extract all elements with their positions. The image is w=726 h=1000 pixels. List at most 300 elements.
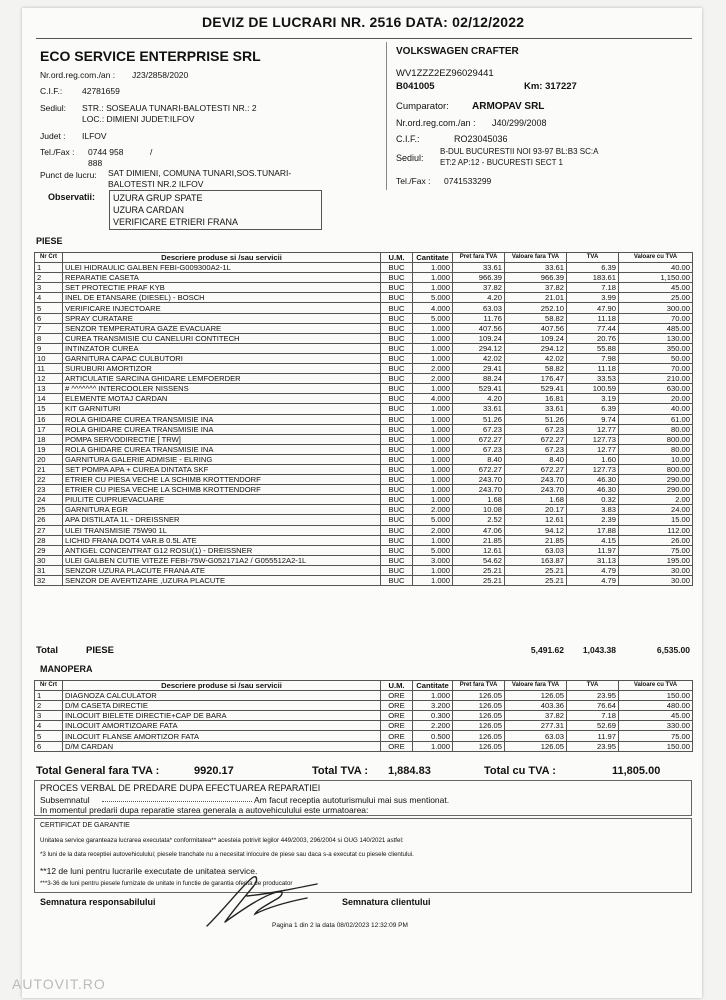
row-total: 1,150.00 <box>619 273 693 283</box>
row-nr: 27 <box>35 525 63 535</box>
client-tel-label: Tel./Fax : <box>396 176 431 186</box>
total-cu-tva-label: Total cu TVA : <box>484 765 556 777</box>
table-row <box>35 731 693 741</box>
observatii-line: VERIFICARE ETRIERI FRANA <box>113 217 239 227</box>
row-quantity: 1.000 <box>413 263 453 273</box>
row-nr: 1 <box>35 263 63 273</box>
row-price: 63.03 <box>453 303 505 313</box>
client-sediu-line1: B-DUL BUCURESTII NOI 93-97 BL:B3 SC:A <box>440 147 599 156</box>
row-description: INLOCUIT BIELETE DIRECTIE+CAP DE BARA <box>63 711 381 721</box>
vehicle-plate: B041005 <box>396 81 435 92</box>
table-row <box>35 384 693 394</box>
row-price: 4.20 <box>453 394 505 404</box>
row-quantity: 2.000 <box>413 525 453 535</box>
col-header-um: U.M. <box>381 681 413 691</box>
row-tva: 23.95 <box>567 691 619 701</box>
row-description: INLOCUIT AMORTIZOARE FATA <box>63 721 381 731</box>
row-tva: 127.73 <box>567 464 619 474</box>
row-price: 243.70 <box>453 485 505 495</box>
row-um: BUC <box>381 515 413 525</box>
company-reg-value: J23/2858/2020 <box>132 70 189 80</box>
row-description: REPARATIE CASETA <box>63 273 381 283</box>
row-value: 51.26 <box>505 414 567 424</box>
row-um: BUC <box>381 283 413 293</box>
row-value: 33.61 <box>505 404 567 414</box>
row-value: 21.01 <box>505 293 567 303</box>
row-value: 294.12 <box>505 343 567 353</box>
col-header-desc: Descriere produse si /sau servicii <box>63 253 381 263</box>
row-quantity: 1.000 <box>413 323 453 333</box>
company-punct-line1: SAT DIMIENI, COMUNA TUNARI,SOS.TUNARI- <box>108 168 292 178</box>
row-value: 63.03 <box>505 545 567 555</box>
row-description: DIAGNOZA CALCULATOR <box>63 691 381 701</box>
col-header-desc: Descriere produse si /sau servicii <box>63 681 381 691</box>
client-buyer-label: Cumparator: <box>396 101 449 112</box>
row-tva: 4.79 <box>567 576 619 586</box>
row-quantity: 1.000 <box>413 691 453 701</box>
document-title: DEVIZ DE LUCRARI NR. 2516 DATA: 02/12/2022 <box>202 14 525 30</box>
row-value: 16.81 <box>505 394 567 404</box>
row-description: CUREA TRANSMISIE CU CANELURI CONTITECH <box>63 333 381 343</box>
row-total: 15.00 <box>619 515 693 525</box>
row-nr: 11 <box>35 364 63 374</box>
row-nr: 21 <box>35 464 63 474</box>
row-total: 70.00 <box>619 364 693 374</box>
row-tva: 11.18 <box>567 364 619 374</box>
piese-header-row <box>35 253 693 263</box>
row-description: KIT GARNITURI <box>63 404 381 414</box>
row-um: BUC <box>381 353 413 363</box>
row-value: 252.10 <box>505 303 567 313</box>
proces-verbal-stare: In momentul predarii dupa reparatie starea generala a autovehiculului este urmatoarea: <box>40 805 369 815</box>
signature-left-label: Semnatura responsabilului <box>40 897 156 907</box>
row-tva: 11.18 <box>567 313 619 323</box>
table-row <box>35 464 693 474</box>
row-total: 40.00 <box>619 404 693 414</box>
row-description: SURUBURI AMORTIZOR <box>63 364 381 374</box>
row-value: 176.47 <box>505 374 567 384</box>
row-description: ETRIER CU PIESA VECHE LA SCHIMB KROTTENDORF <box>63 475 381 485</box>
row-tva: 17.88 <box>567 525 619 535</box>
row-description: ETRIER CU PIESA VECHE LA SCHIMB KROTTENDORF <box>63 485 381 495</box>
row-quantity: 5.000 <box>413 293 453 303</box>
row-price: 25.21 <box>453 576 505 586</box>
row-tva: 127.73 <box>567 434 619 444</box>
row-quantity: 1.000 <box>413 485 453 495</box>
row-price: 21.85 <box>453 535 505 545</box>
row-tva: 77.44 <box>567 323 619 333</box>
client-reg-value: J40/299/2008 <box>492 118 547 128</box>
row-quantity: 5.000 <box>413 545 453 555</box>
row-price: 88.24 <box>453 374 505 384</box>
row-price: 12.61 <box>453 545 505 555</box>
observatii-box <box>109 190 322 230</box>
row-tva: 23.95 <box>567 741 619 751</box>
row-tva: 1.60 <box>567 454 619 464</box>
row-value: 243.70 <box>505 485 567 495</box>
row-quantity: 5.000 <box>413 313 453 323</box>
row-nr: 8 <box>35 333 63 343</box>
row-price: 407.56 <box>453 323 505 333</box>
row-nr: 32 <box>35 576 63 586</box>
table-row <box>35 303 693 313</box>
row-nr: 6 <box>35 313 63 323</box>
row-value: 25.21 <box>505 565 567 575</box>
page-footer: Pagina 1 din 2 la data 08/02/2023 12:32:09 PM <box>272 922 408 929</box>
row-nr: 12 <box>35 374 63 384</box>
client-cif-label: C.I.F.: <box>396 134 420 144</box>
row-um: BUC <box>381 414 413 424</box>
row-tva: 11.97 <box>567 731 619 741</box>
row-tva: 6.39 <box>567 404 619 414</box>
company-punct-line2: BALOTESTI NR.2 ILFOV <box>108 179 204 189</box>
row-um: ORE <box>381 731 413 741</box>
row-total: 150.00 <box>619 691 693 701</box>
company-sediu-line1: STR.: SOSEAUA TUNARI-BALOTESTI NR.: 2 <box>82 103 257 113</box>
client-reg-label: Nr.ord.reg.com./an : <box>396 118 476 128</box>
row-price: 109.24 <box>453 333 505 343</box>
row-um: BUC <box>381 535 413 545</box>
row-nr: 5 <box>35 731 63 741</box>
table-row <box>35 525 693 535</box>
table-row <box>35 343 693 353</box>
row-quantity: 3.200 <box>413 701 453 711</box>
observatii-line: UZURA CARDAN <box>113 205 185 215</box>
row-price: 672.27 <box>453 464 505 474</box>
total-tva-value: 1,884.83 <box>388 765 431 777</box>
row-quantity: 1.000 <box>413 741 453 751</box>
row-description: SPRAY CURATARE <box>63 313 381 323</box>
garantie-line4: ***3-36 de luni pentru piesele furnizate de unitate in functie de garantia oferita de producator <box>40 880 293 887</box>
table-row <box>35 721 693 731</box>
table-row <box>35 444 693 454</box>
row-quantity: 3.000 <box>413 555 453 565</box>
col-header-nr: Nr Crt <box>35 253 63 263</box>
row-um: BUC <box>381 565 413 575</box>
client-tel-value: 0741533299 <box>444 176 492 186</box>
row-total: 50.00 <box>619 353 693 363</box>
vehicle-model: VOLKSWAGEN CRAFTER <box>396 46 519 57</box>
col-header-price: Pret fara TVA <box>453 681 505 691</box>
row-um: BUC <box>381 323 413 333</box>
row-price: 42.02 <box>453 353 505 363</box>
row-value: 8.40 <box>505 454 567 464</box>
row-total: 480.00 <box>619 701 693 711</box>
client-cif-value: RO23045036 <box>454 134 508 144</box>
row-nr: 1 <box>35 691 63 701</box>
company-tel-label: Tel./Fax : <box>40 147 75 157</box>
row-tva: 7.18 <box>567 711 619 721</box>
table-row <box>35 404 693 414</box>
piese-section-label: PIESE <box>36 236 63 246</box>
row-price: 33.61 <box>453 263 505 273</box>
company-tel-slash: / <box>150 147 153 157</box>
row-value: 37.82 <box>505 711 567 721</box>
table-row <box>35 475 693 485</box>
table-row <box>35 495 693 505</box>
row-price: 294.12 <box>453 343 505 353</box>
row-nr: 25 <box>35 505 63 515</box>
row-nr: 26 <box>35 515 63 525</box>
row-price: 126.05 <box>453 721 505 731</box>
row-price: 11.76 <box>453 313 505 323</box>
row-um: BUC <box>381 293 413 303</box>
row-nr: 30 <box>35 555 63 565</box>
row-um: BUC <box>381 444 413 454</box>
row-total: 30.00 <box>619 565 693 575</box>
row-tva: 20.76 <box>567 333 619 343</box>
row-price: 51.26 <box>453 414 505 424</box>
row-um: BUC <box>381 545 413 555</box>
row-quantity: 1.000 <box>413 384 453 394</box>
row-tva: 4.79 <box>567 565 619 575</box>
row-um: BUC <box>381 525 413 535</box>
col-header-tva: TVA <box>567 681 619 691</box>
row-tva: 7.98 <box>567 353 619 363</box>
row-tva: 6.39 <box>567 263 619 273</box>
piese-total-name: PIESE <box>86 645 114 656</box>
garantie-line3: **12 de luni pentru lucrarile executate de unitatea service. <box>40 866 258 876</box>
col-header-value: Valoare fara TVA <box>505 681 567 691</box>
row-tva: 52.69 <box>567 721 619 731</box>
row-value: 126.05 <box>505 691 567 701</box>
row-nr: 28 <box>35 535 63 545</box>
row-nr: 31 <box>35 565 63 575</box>
client-buyer-value: ARMOPAV SRL <box>472 101 545 112</box>
row-um: BUC <box>381 364 413 374</box>
row-nr: 19 <box>35 444 63 454</box>
row-value: 672.27 <box>505 464 567 474</box>
row-description: ANTIGEL CONCENTRAT G12 ROSU(1) - DREISSNER <box>63 545 381 555</box>
table-row <box>35 545 693 555</box>
observatii-line: UZURA GRUP SPATE <box>113 193 203 203</box>
row-total: 75.00 <box>619 545 693 555</box>
row-price: 672.27 <box>453 434 505 444</box>
row-value: 403.36 <box>505 701 567 711</box>
row-total: 630.00 <box>619 384 693 394</box>
manopera-section-label: MANOPERA <box>40 664 93 674</box>
row-um: BUC <box>381 576 413 586</box>
row-nr: 13 <box>35 384 63 394</box>
row-description: SET PROTECTIE PRAF KYB <box>63 283 381 293</box>
piese-total-cu-tva: 6,535.00 <box>656 645 690 655</box>
row-description: POMPA SERVODIRECTIE [ TRW] <box>63 434 381 444</box>
row-value: 277.31 <box>505 721 567 731</box>
row-value: 67.23 <box>505 444 567 454</box>
row-um: BUC <box>381 273 413 283</box>
table-row <box>35 505 693 515</box>
row-description: GARNITURA EGR <box>63 505 381 515</box>
row-nr: 7 <box>35 323 63 333</box>
row-total: 80.00 <box>619 444 693 454</box>
observatii-label: Observatii: <box>48 192 96 202</box>
row-quantity: 1.000 <box>413 283 453 293</box>
col-header-qty: Cantitate <box>413 681 453 691</box>
row-nr: 16 <box>35 414 63 424</box>
row-description: ELEMENTE MOTAJ CARDAN <box>63 394 381 404</box>
row-description: SENZOR DE AVERTIZARE ,UZURA PLACUTE <box>63 576 381 586</box>
company-reg-label: Nr.ord.reg.com./an : <box>40 70 116 80</box>
row-um: BUC <box>381 343 413 353</box>
garantie-title: CERTIFICAT DE GARANTIE <box>40 822 130 829</box>
company-cif-label: C.I.F.: <box>40 86 63 96</box>
row-um: ORE <box>381 701 413 711</box>
row-um: BUC <box>381 384 413 394</box>
row-nr: 3 <box>35 283 63 293</box>
row-description: VERIFICARE INJECTOARE <box>63 303 381 313</box>
row-price: 47.06 <box>453 525 505 535</box>
row-um: ORE <box>381 711 413 721</box>
proces-verbal-title: PROCES VERBAL DE PREDARE DUPA EFECTUAREA REPARATIEI <box>40 783 321 793</box>
table-row <box>35 485 693 495</box>
row-price: 126.05 <box>453 711 505 721</box>
row-total: 350.00 <box>619 343 693 353</box>
row-total: 30.00 <box>619 576 693 586</box>
table-row <box>35 701 693 711</box>
row-nr: 29 <box>35 545 63 555</box>
garantie-line2: *3 luni de la data receptiei autovehiculului; piesele tranchate nu a necesitat inlocuire de piese sau daca s-a executat cu piesele clientului. <box>40 851 414 858</box>
row-nr: 10 <box>35 353 63 363</box>
row-quantity: 2.000 <box>413 505 453 515</box>
table-row <box>35 424 693 434</box>
table-row <box>35 374 693 384</box>
row-value: 63.03 <box>505 731 567 741</box>
row-quantity: 1.000 <box>413 414 453 424</box>
row-price: 37.82 <box>453 283 505 293</box>
row-description: D/M CASETA DIRECTIE <box>63 701 381 711</box>
invoice-sheet <box>12 8 702 998</box>
col-header-qty: Cantitate <box>413 253 453 263</box>
client-sediu-line2: ET:2 AP:12 - BUCURESTI SECT 1 <box>440 158 564 167</box>
total-cu-tva-value: 11,805.00 <box>612 765 661 777</box>
row-total: 130.00 <box>619 333 693 343</box>
row-total: 24.00 <box>619 505 693 515</box>
table-row <box>35 691 693 701</box>
row-um: BUC <box>381 313 413 323</box>
row-description: SENZOR TEMPERATURA GAZE EVACUARE <box>63 323 381 333</box>
row-description: INEL DE ETANSARE (DIESEL) - BOSCH <box>63 293 381 303</box>
row-total: 45.00 <box>619 283 693 293</box>
table-row <box>35 576 693 586</box>
row-quantity: 1.000 <box>413 495 453 505</box>
company-punct-label: Punct de lucru: <box>40 170 97 180</box>
table-row <box>35 273 693 283</box>
row-description: LICHID FRANA DOT4 VAR.B 0.5L ATE <box>63 535 381 545</box>
row-value: 109.24 <box>505 333 567 343</box>
row-total: 800.00 <box>619 434 693 444</box>
row-description: ARTICULATIE SARCINA GHIDARE LEMFOERDER <box>63 374 381 384</box>
row-tva: 33.53 <box>567 374 619 384</box>
row-total: 800.00 <box>619 464 693 474</box>
company-judet-label: Judet : <box>40 131 66 141</box>
grand-total-value: 9920.17 <box>194 765 234 777</box>
row-tva: 31.13 <box>567 555 619 565</box>
row-total: 290.00 <box>619 485 693 495</box>
col-header-tva: TVA <box>567 253 619 263</box>
row-tva: 4.15 <box>567 535 619 545</box>
table-row <box>35 454 693 464</box>
row-tva: 3.99 <box>567 293 619 303</box>
row-price: 10.08 <box>453 505 505 515</box>
row-price: 243.70 <box>453 475 505 485</box>
row-quantity: 1.000 <box>413 333 453 343</box>
row-um: BUC <box>381 475 413 485</box>
row-price: 67.23 <box>453 444 505 454</box>
row-description: APA DISTILATA 1L - DREISSNER <box>63 515 381 525</box>
row-nr: 22 <box>35 475 63 485</box>
row-quantity: 2.000 <box>413 374 453 384</box>
row-nr: 15 <box>35 404 63 414</box>
row-price: 4.20 <box>453 293 505 303</box>
row-value: 20.17 <box>505 505 567 515</box>
row-nr: 4 <box>35 293 63 303</box>
table-row <box>35 414 693 424</box>
row-nr: 24 <box>35 495 63 505</box>
proces-verbal-subsemnatul: Subsemnatul <box>40 795 90 805</box>
row-quantity: 1.000 <box>413 565 453 575</box>
row-um: BUC <box>381 333 413 343</box>
row-value: 25.21 <box>505 576 567 586</box>
row-description: ROLA GHIDARE CUREA TRANSMISIE INA <box>63 424 381 434</box>
row-total: 112.00 <box>619 525 693 535</box>
row-um: BUC <box>381 505 413 515</box>
row-price: 8.40 <box>453 454 505 464</box>
row-value: 529.41 <box>505 384 567 394</box>
row-value: 67.23 <box>505 424 567 434</box>
row-value: 33.61 <box>505 263 567 273</box>
row-um: BUC <box>381 374 413 384</box>
row-price: 33.61 <box>453 404 505 414</box>
row-quantity: 1.000 <box>413 343 453 353</box>
row-total: 210.00 <box>619 374 693 384</box>
row-nr: 5 <box>35 303 63 313</box>
row-nr: 3 <box>35 711 63 721</box>
row-value: 37.82 <box>505 283 567 293</box>
row-total: 10.00 <box>619 454 693 464</box>
row-tva: 12.77 <box>567 424 619 434</box>
row-um: BUC <box>381 434 413 444</box>
row-tva: 55.88 <box>567 343 619 353</box>
table-row <box>35 565 693 575</box>
table-row <box>35 364 693 374</box>
row-quantity: 1.000 <box>413 464 453 474</box>
row-description: GARNITURA CAPAC CULBUTORI <box>63 353 381 363</box>
row-tva: 3.83 <box>567 505 619 515</box>
total-tva-label: Total TVA : <box>312 765 369 777</box>
col-header-value: Valoare fara TVA <box>505 253 567 263</box>
row-description: D/M CARDAN <box>63 741 381 751</box>
grand-total-label: Total General fara TVA : <box>36 765 160 777</box>
row-quantity: 1.000 <box>413 535 453 545</box>
row-tva: 46.30 <box>567 485 619 495</box>
table-row <box>35 263 693 273</box>
table-row <box>35 353 693 363</box>
row-total: 40.00 <box>619 263 693 273</box>
row-description: ULEI GALBEN CUTIE VITEZE FEBI-75W-G052171A2 / G055512A2-1L <box>63 555 381 565</box>
row-quantity: 4.000 <box>413 303 453 313</box>
row-description: GARNITURA GALERIE ADMISIE - ELRING <box>63 454 381 464</box>
row-tva: 12.77 <box>567 444 619 454</box>
row-quantity: 1.000 <box>413 475 453 485</box>
company-sediu-label: Sediul: <box>40 103 66 113</box>
piese-total-label: Total <box>36 645 58 656</box>
vehicle-vin: WV1ZZZ2EZ96029441 <box>396 68 494 79</box>
row-description: ULEI TRANSMISIE 75W90 1L <box>63 525 381 535</box>
row-price: 126.05 <box>453 731 505 741</box>
row-quantity: 1.000 <box>413 404 453 414</box>
row-um: BUC <box>381 464 413 474</box>
row-value: 94.12 <box>505 525 567 535</box>
